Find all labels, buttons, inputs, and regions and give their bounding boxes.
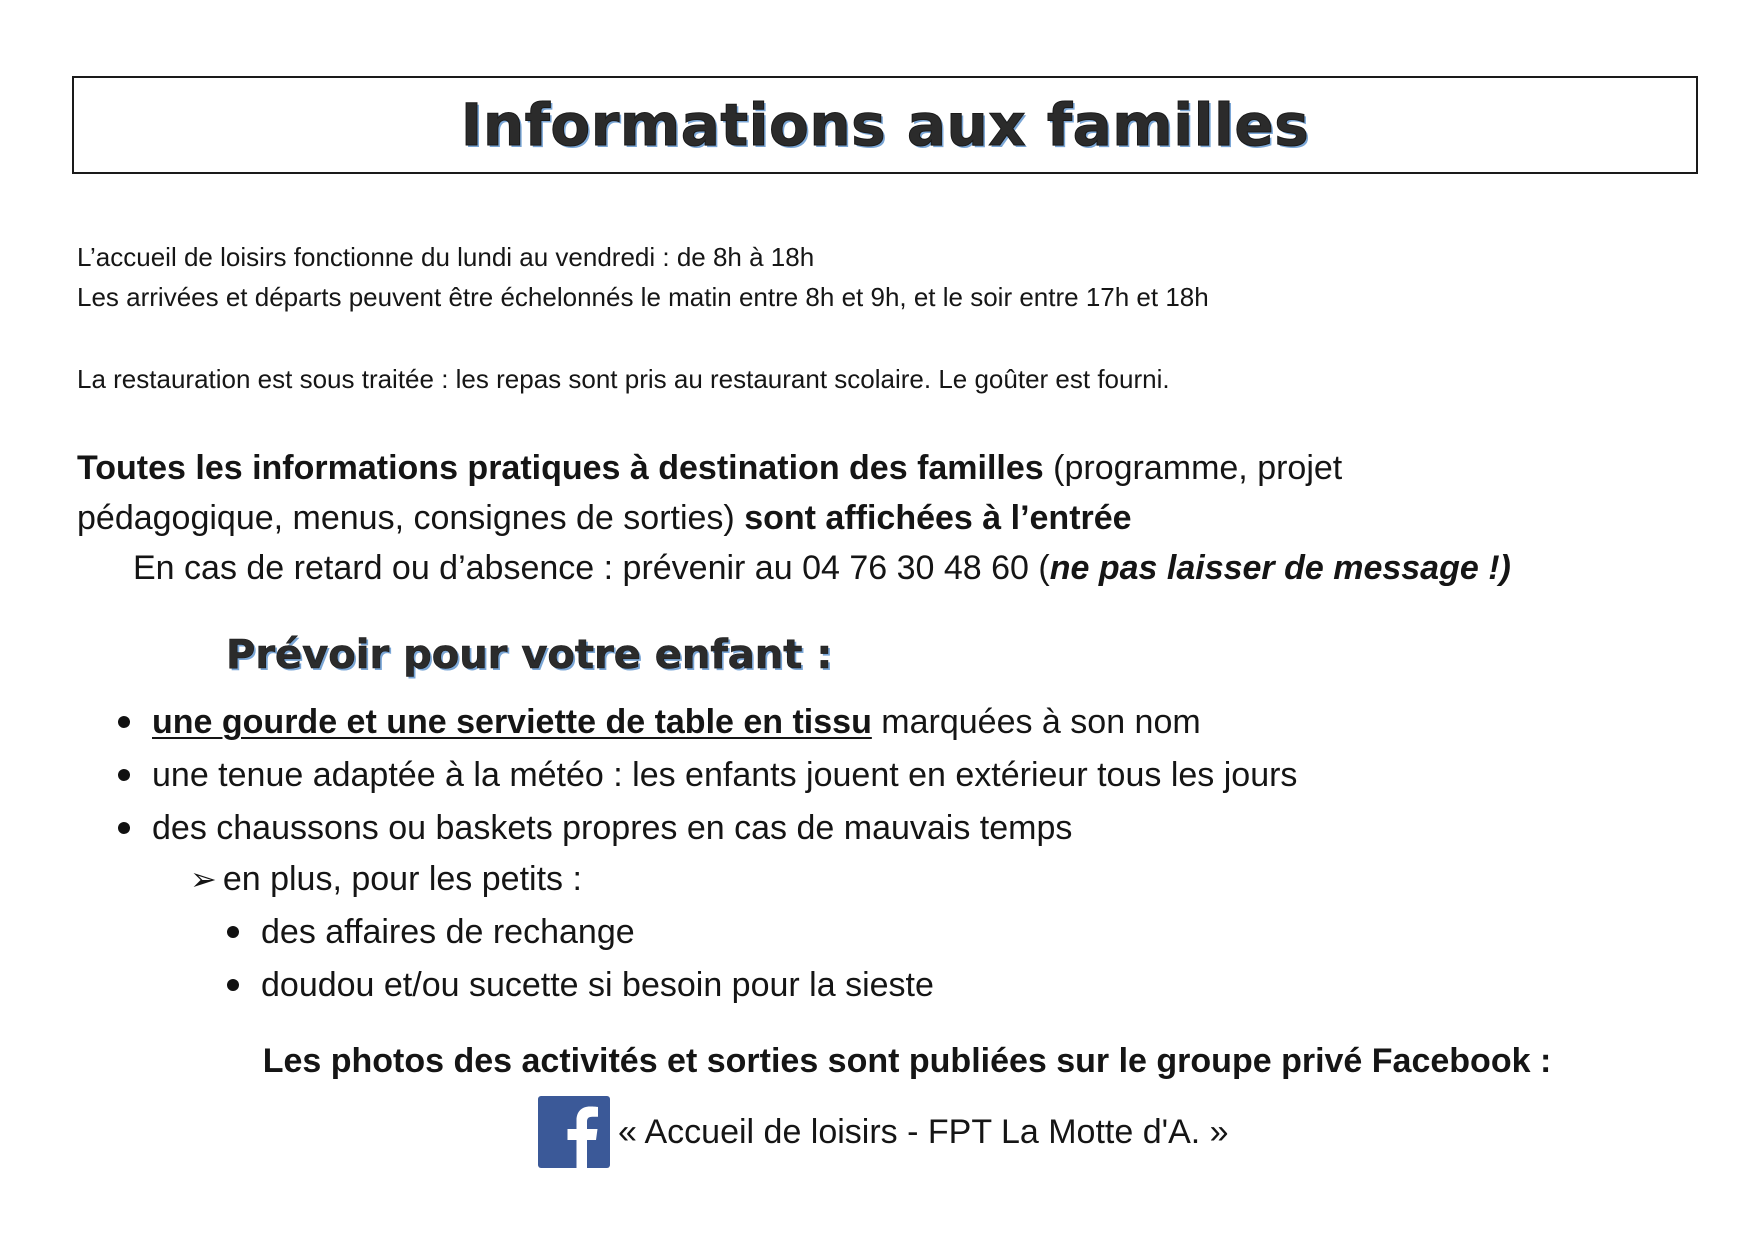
arrow-bullet-icon: ➢ [190,860,217,898]
info-normal-2: pédagogique, menus, consignes de sorties) [77,499,745,537]
list-item [227,907,635,957]
info-bold-end: sont affichées à l’entrée [744,499,1132,537]
photos-line: Les photos des activités et sorties sont publiées sur le groupe privé Facebook : [262,1042,1552,1080]
info-line-2 [77,493,1132,543]
item3-text: des chaussons ou baskets propres en cas de mauvais temps [152,809,1073,847]
item2-text: une tenue adaptée à la météo : les enfants jouent en extérieur tous les jours [152,756,1298,794]
item1-underlined: une gourde et une serviette de table en tissu [152,703,872,741]
info-bold-start: Toutes les informations pratiques à destination des familles [77,449,1044,487]
bullet-icon [227,979,239,991]
petits-heading-row [190,854,582,904]
bullet-icon [227,926,239,938]
list-item [227,960,934,1010]
page-title: Informations aux familles [460,91,1310,159]
list-item [118,750,1297,800]
restauration-text: La restauration est sous traitée : les repas sont pris au restaurant scolaire. Le goûter est fourni. [77,364,1170,394]
facebook-icon [538,1096,610,1168]
item1-rest: marquées à son nom [871,703,1201,741]
info-line-1 [77,443,1342,493]
list-item [118,803,1072,853]
facebook-group-row [538,1096,1229,1168]
bullet-icon [118,822,130,834]
list-item [118,697,1201,747]
retard-text: En cas de retard ou d’absence : prévenir au 04 76 30 48 60 ( [133,549,1050,587]
bullet-icon [118,769,130,781]
retard-line [133,543,1511,593]
retard-emphasis: ne pas laisser de message !) [1049,549,1511,587]
petits-item-2: doudou et/ou sucette si besoin pour la sieste [261,966,934,1004]
title-box [72,76,1698,174]
facebook-group-name: « Accueil de loisirs - FPT La Motte d'A. » [618,1112,1229,1151]
petits-heading: en plus, pour les petits : [222,860,582,898]
schedule-line-2: Les arrivées et départs peuvent être échelonnés le matin entre 8h et 9h, et le soir entre 17h et 18h [77,282,1209,312]
bullet-icon [118,716,130,728]
prevoir-heading: Prévoir pour votre enfant : [226,632,833,678]
info-normal-1: (programme, projet [1043,449,1343,487]
petits-item-1: des affaires de rechange [261,913,635,951]
schedule-line-1: L’accueil de loisirs fonctionne du lundi au vendredi : de 8h à 18h [77,242,815,272]
